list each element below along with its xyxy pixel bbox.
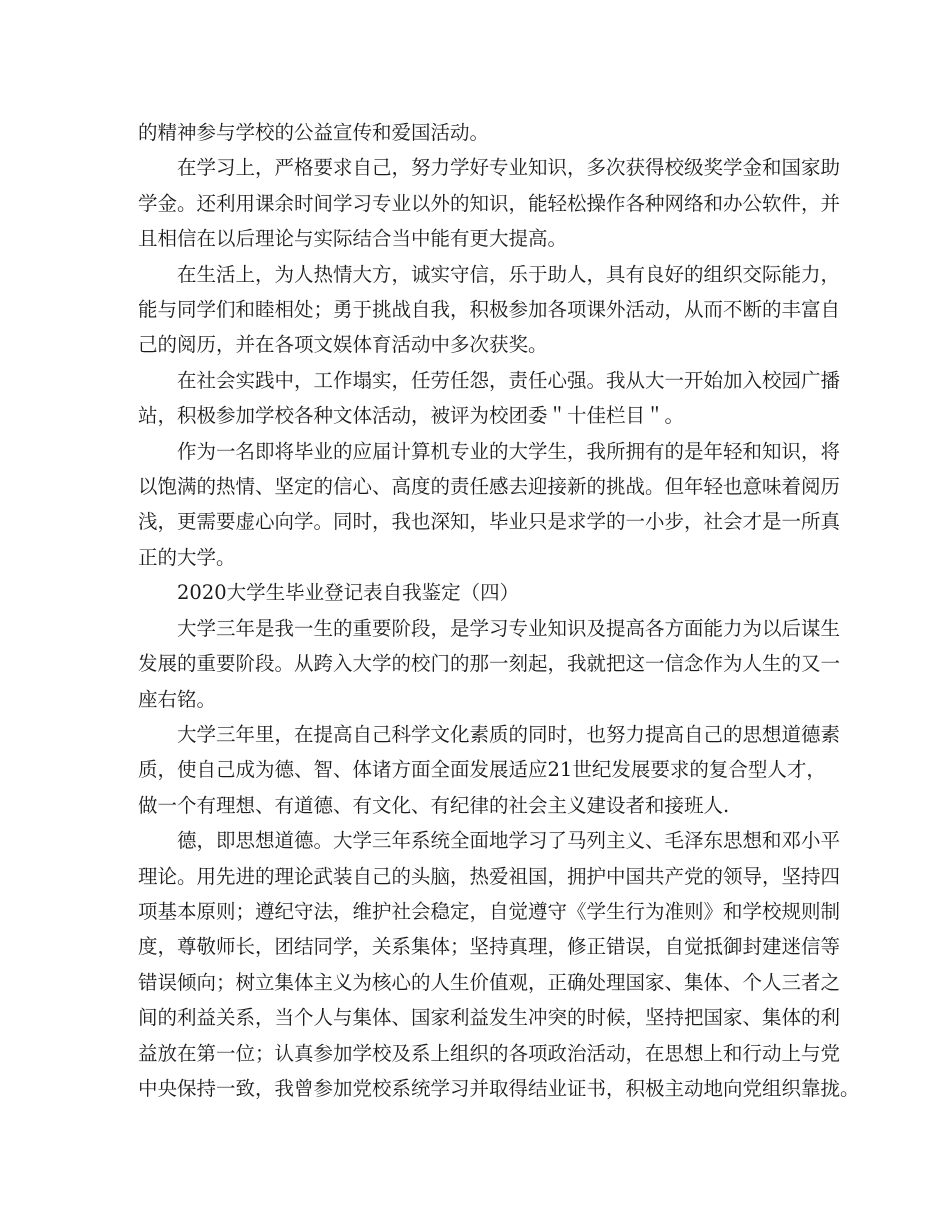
paragraph-practice [138, 363, 841, 434]
text-line: 德，即思想道德。大学三年系统全面地学习了马列主义、毛泽东思想和邓小平 [177, 829, 841, 853]
text-line: 在社会实践中，工作塌实，任劳任怨，责任心强。我从大一开始加入校园广播 [177, 368, 841, 392]
text-line: 座右铭。 [138, 687, 217, 711]
text-line: 作为一名即将毕业的应届计算机专业的大学生，我所拥有的是年轻和知识，将 [177, 439, 841, 463]
text-line: 发展的重要阶段。从跨入大学的校门的那一刻起，我就把这一信念作为人生的又一 [138, 652, 841, 676]
text-line: 益放在第一位；认真参加学校及系上组织的各项政治活动，在思想上和行动上与党 [138, 1041, 841, 1065]
section-heading [138, 575, 828, 610]
text-line: 浅，更需要虚心向学。同时，我也深知，毕业只是求学的一小步，社会才是一所真 [138, 510, 841, 534]
text-line: 中央保持一致，我曾参加党校系统学习并取得结业证书，积极主动地向党组织靠拢。 [138, 1076, 860, 1100]
paragraph-quality [138, 717, 841, 823]
paragraph-life [138, 257, 841, 363]
text-line: 站，积极参加学校各种文体活动，被评为校团委＂十佳栏目＂。 [138, 404, 685, 428]
text-line: 大学三年里，在提高自己科学文化素质的同时，也努力提高自己的思想道德素 [177, 722, 841, 746]
text-line: 己的阅历，并在各项文娱体育活动中多次获奖。 [138, 333, 548, 357]
text-line: 学金。还利用课余时间学习专业以外的知识，能轻松操作各种网络和办公软件，并 [138, 191, 841, 215]
heading-text: 2020大学生毕业登记表自我鉴定（四） [177, 581, 520, 605]
text-line: 以饱满的热情、坚定的信心、高度的责任感去迎接新的挑战。但年轻也意味着阅历 [138, 475, 841, 499]
text-line: 度，尊敬师长，团结同学，关系集体；坚持真理，修正错误，自觉抵御封建迷信等 [138, 935, 841, 959]
paragraph-study [138, 150, 841, 256]
text-line: 质，使自己成为德、智、体诸方面全面发展适应21世纪发展要求的复合型人才， [138, 758, 826, 782]
text-line: 做一个有理想、有道德、有文化、有纪律的社会主义建设者和接班人. [138, 793, 730, 817]
text-line: 项基本原则；遵纪守法，维护社会稳定，自觉遵守《学生行为准则》和学校规则制 [138, 899, 841, 923]
paragraph-morality [138, 823, 860, 1106]
text-line: 在生活上，为人热情大方，诚实守信，乐于助人，具有良好的组织交际能力， [177, 262, 841, 286]
text-line: 且相信在以后理论与实际结合当中能有更大提高。 [138, 227, 568, 251]
text-line: 能与同学们和睦相处；勇于挑战自我，积极参加各项课外活动，从而不断的丰富自 [138, 298, 841, 322]
text-line: 间的利益关系，当个人与集体、国家利益发生冲突的时候，坚持把国家、集体的利 [138, 1006, 841, 1030]
text-line: 理论。用先进的理论武装自己的头脑，热爱祖国，拥护中国共产党的领导，坚持四 [138, 864, 841, 888]
paragraph-continued [138, 115, 828, 150]
text-line: 错误倾向；树立集体主义为核心的人生价值观，正确处理国家、集体、个人三者之 [138, 970, 841, 994]
text-line: 正的大学。 [138, 545, 236, 569]
paragraph-graduate [138, 434, 841, 576]
paragraph-three-years [138, 611, 841, 717]
text-line: 的精神参与学校的公益宣传和爱国活动。 [138, 121, 490, 144]
text-line: 在学习上，严格要求自己，努力学好专业知识，多次获得校级奖学金和国家助 [177, 156, 841, 180]
text-line: 大学三年是我一生的重要阶段，是学习专业知识及提高各方面能力为以后谋生 [177, 616, 841, 640]
document-body [138, 115, 860, 1106]
